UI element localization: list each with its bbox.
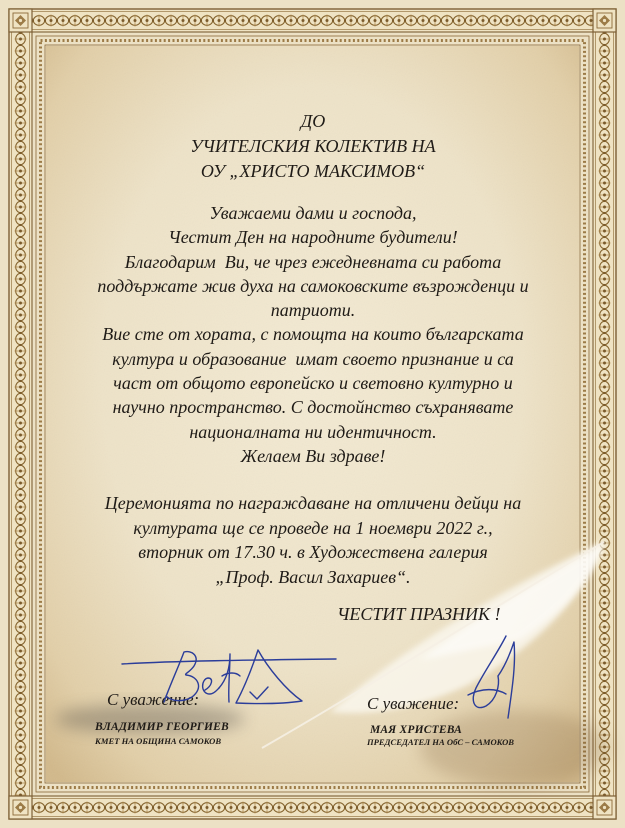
body-line: поддържате жив духа на самоковските възрожденци и [97, 275, 529, 296]
addressee-line: ДО [300, 111, 326, 131]
body-line: националната ни идентичност. [189, 421, 437, 442]
body-line: култура и образование имат своето признание и са [112, 348, 514, 369]
announcement-line: Церемонията по награждаване на отличени дейци на [104, 493, 522, 513]
signatory-name-right: МАЯ ХРИСТЕВА [370, 724, 463, 736]
letter-body [63, 201, 563, 468]
body-line: Благодарим Ви, че чрез ежедневната си работа [124, 251, 502, 272]
body-line: част от общото европейско и световно културно и [113, 373, 513, 394]
body-line: Уважаеми дами и господа, [209, 203, 417, 223]
salutation-left: С уважение: [107, 690, 200, 709]
body-line: научно пространство. С достойнство съхранявате [112, 397, 514, 418]
closing-greeting: ЧЕСТИТ ПРАЗНИК ! [337, 604, 501, 624]
body-line: патриоти. [270, 300, 356, 321]
signatory-title-right: ПРЕДСЕДАТЕЛ НА ОбС – САМОКОВ [367, 737, 515, 747]
body-line: Вие сте от хората, с помощта на които българската [102, 324, 524, 345]
ceremony-announcement [63, 491, 563, 589]
body-line: Честит Ден на народните будители! [168, 227, 458, 248]
announcement-line: културата ще се проведе на 1 ноември 2022 г., [133, 517, 493, 538]
salutation-right: С уважение: [367, 694, 460, 713]
announcement-line: „Проф. Васил Захариев“. [215, 566, 411, 587]
addressee-line: ОУ „ХРИСТО МАКСИМОВ“ [200, 161, 426, 181]
signatory-title-left: КМЕТ НА ОБЩИНА САМОКОВ [95, 736, 222, 746]
announcement-line: вторник от 17.30 ч. в Художествена галерия [138, 542, 488, 563]
addressee-block [63, 109, 563, 184]
corner-shade [420, 710, 610, 786]
signatory-name-left: ВЛАДИМИР ГЕОРГИЕВ [95, 721, 229, 733]
body-line: Желаем Ви здраве! [240, 445, 386, 466]
addressee-line: УЧИТЕЛСКИЯ КОЛЕКТИВ НА [190, 136, 436, 156]
